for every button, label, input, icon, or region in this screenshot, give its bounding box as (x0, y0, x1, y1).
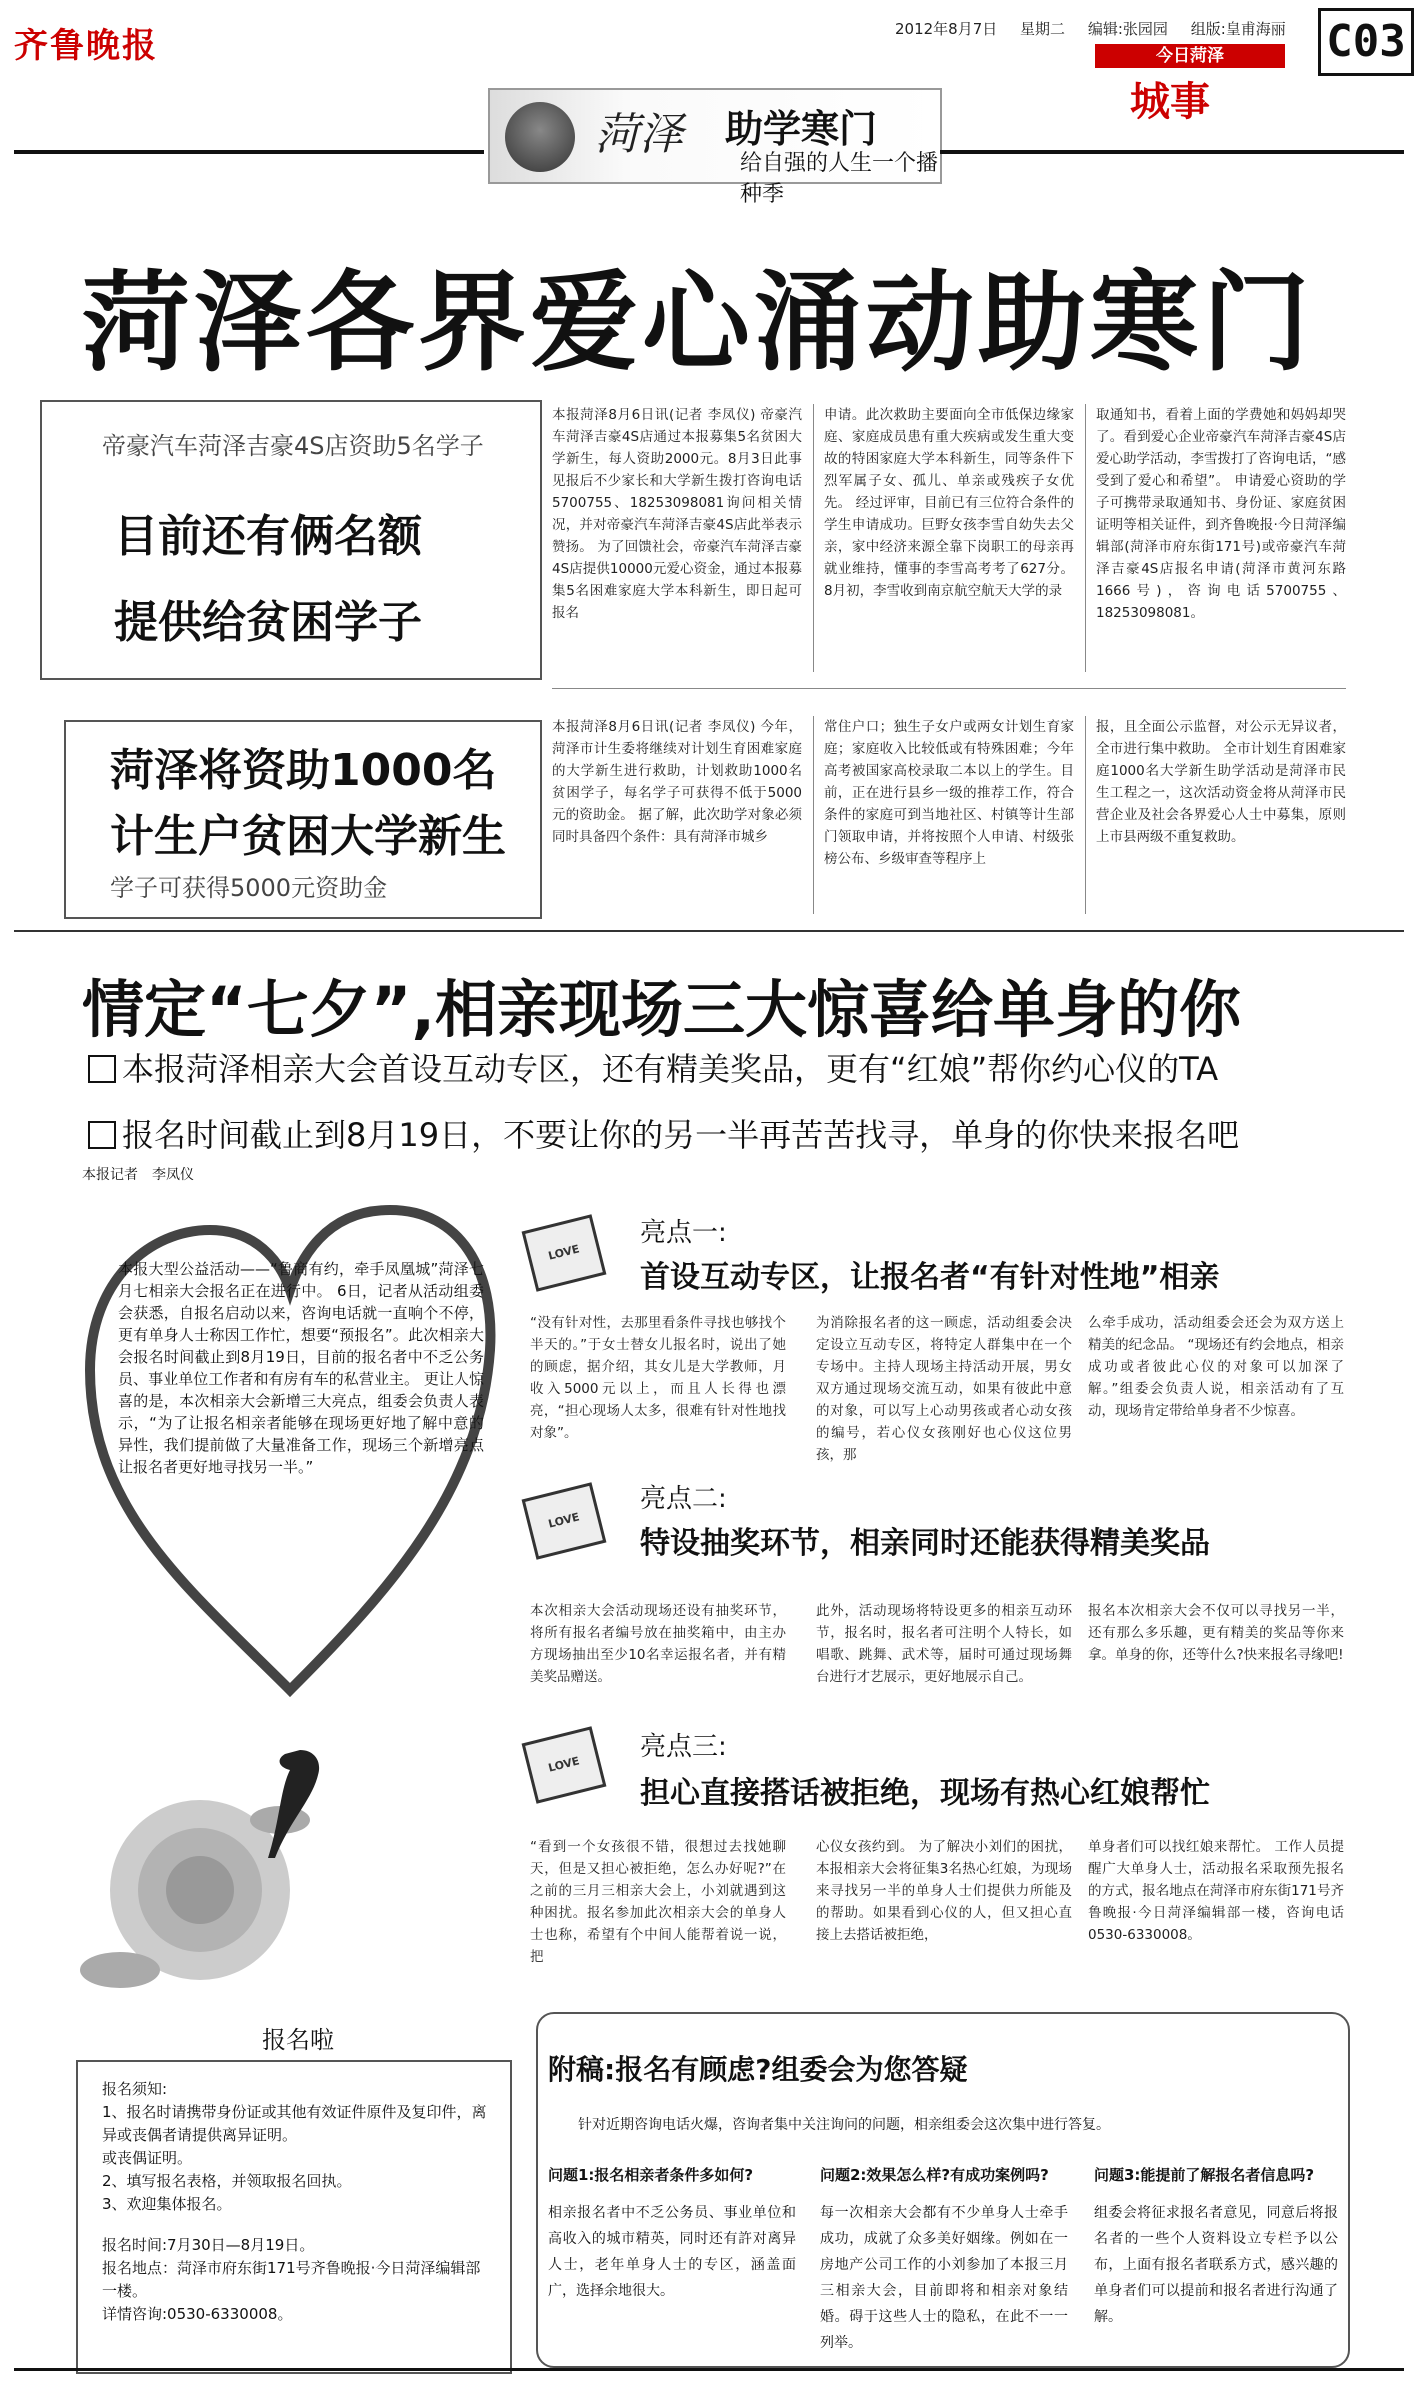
highlight3-column3: 单身者们可以找红娘来帮忙。 工作人员提醒广大单身人士，活动报名采取预先报名的方式，报名地点在菏泽市府东街171号齐鲁晚报·今日菏泽编辑部一楼，咨询电话0530-6330008。 (1088, 1839, 1344, 1943)
highlight2-title: 特设抽奖环节，相亲同时还能获得精美奖品 (640, 1526, 1210, 1561)
main-headline: 菏泽各界爱心涌动助寒门 (82, 261, 1315, 386)
signup-notes-title: 报名须知: (102, 2080, 168, 2098)
layout-credit: 组版:皇甫海丽 (1190, 20, 1286, 38)
highlight2-column1: 本次相亲大会活动现场还设有抽奖环节，将所有报名者编号放在抽奖箱中，由主办方现场抽出至少10名幸运报名者，并有精美奖品赠送。 (530, 1603, 786, 1685)
signup-note-1b: 或丧偶证明。 (102, 2149, 193, 2167)
appendix-intro: 针对近期咨询电话火爆，咨询者集中关注询问的问题，相亲组委会这次集中进行答复。 (578, 2117, 1110, 2133)
story2-kicker: 学子可获得5000元资助金 (110, 874, 388, 902)
top-rule-right (940, 150, 1404, 154)
section-name: 城事 (1130, 79, 1210, 125)
banner-title: 助学寒门 (725, 107, 878, 151)
story1-kicker: 帝豪汽车菏泽吉豪4S店资助5名学子 (102, 432, 484, 460)
highlight3-title: 担心直接搭话被拒绝，现场有热心红娘帮忙 (640, 1776, 1210, 1811)
issue-weekday: 星期二 (1020, 20, 1066, 38)
question-3: 问题3:能提前了解报名者信息吗? (1094, 2166, 1315, 2184)
section-divider (14, 930, 1404, 932)
highlight2-column2: 此外，活动现场将特设更多的相亲互动环节，报名时，报名者可注明个人特长，如唱歌、跳舞、武术等，届时可通过现场舞台进行才艺展示，更好地展示自己。 (816, 1603, 1072, 1685)
signup-phone: 详情咨询:0530-6330008。 (102, 2305, 293, 2323)
highlight1-column3: 么牵手成功，活动组委会还会为双方送上精美的纪念品。 “现场还有约会地点，相亲成功或者彼此心仪的对象可以加深了解。”组委会负责人说，相亲活动有了互动，现场肯定带给单身者不少惊喜。 (1088, 1315, 1344, 1419)
story1-title-box (40, 400, 542, 680)
highlight3-column1: “看到一个女孩很不错，很想过去找她聊天，但是又担心被拒绝，怎么办好呢?”在之前的三月三相亲大会上，小刘就遇到这种困扰。报名参加此次相亲大会的单身人士也称，希望有个中间人能帮着说一说，把 (530, 1839, 786, 1965)
story1-column1: 本报菏泽8月6日讯(记者 李凤仪) 帝豪汽车菏泽吉豪4S店通过本报募集5名贫困大学新生，每人资助2000元。8月3日此事见报后不少家长和大学新生拨打咨询电话5700755、18253098081询问相关情况，并对帝豪汽车菏泽吉豪4S店此举表示赞扬。 为了回馈社会，帝豪汽车菏泽吉豪4S店提供10000元爱心资金，通过本报募集5名困难家庭大学本科新生，即日起可报名 (552, 407, 802, 621)
answer-1: 相亲报名者中不乏公务员、事业单位和高收入的城市精英，同时还有許对离异人士，老年单身人士的专区，涵盖面广，选择余地很大。 (548, 2205, 796, 2299)
divider (813, 716, 814, 914)
checkbox-icon (88, 1121, 116, 1149)
signup-title: 报名啦 (262, 2026, 334, 2054)
story2-title-line1: 菏泽将资助1000名 (110, 745, 497, 796)
love-book-icon (522, 1482, 607, 1560)
divider (552, 688, 1346, 689)
story2-title-line2: 计生户贫困大学新生 (110, 811, 506, 862)
highlight2-label: 亮点二: (640, 1484, 727, 1514)
love-book-icon (522, 1726, 607, 1804)
issue-date: 2012年8月7日 (895, 20, 998, 38)
signup-box (76, 2060, 512, 2374)
sprout-icon (505, 102, 575, 172)
heart-article-text: 本报大型公益活动——“鲁商有约，牵手凤凰城”菏泽七月七相亲大会报名正在进行中。 6日，记者从活动组委会获悉，自报名启动以来，咨询电话就一直响个不停，更有单身人士称因工作忙，想要“预报名”。此次相亲大会报名时间截止到8月19日，目前的报名者中不乏公务员、事业单位工作者和有房有车的私营业主。 更让人惊喜的是，本次相亲大会新增三大亮点，组委会负责人表示，“为了让报名相亲者能够在现场更好地了解中意的异性，我们提前做了大量准备工作，现场三个新增亮点让报名者更好地寻找另一半。” (118, 1260, 484, 1476)
answer-2: 每一次相亲大会都有不少单身人士牵手成功，成就了众多美好姻缘。例如在一房地产公司工作的小刘参加了本报三月三相亲大会，目前即将和相亲对象结婚。碍于这些人士的隐私，在此不一一列举。 (820, 2205, 1068, 2351)
bird-silhouette-icon (240, 1740, 330, 1860)
checkbox-icon (88, 1055, 116, 1083)
signup-place: 报名地点：菏泽市府东街171号齐鲁晚报·今日菏泽编辑部一楼。 (102, 2259, 481, 2300)
story2-title-box (64, 720, 542, 919)
divider (813, 404, 814, 672)
highlight1-column1: “没有针对性，去那里看条件寻找也够找个半天的。”于女士替女儿报名时，说出了她的顾虑，据介绍，其女儿是大学教师，月收入5000元以上，而且人长得也漂亮，“担心现场人太多，很难有针对性地找对象”。 (530, 1315, 786, 1441)
highlight2-column3: 报名本次相亲大会不仅可以寻找另一半，还有那么多乐趣，更有精美的奖品等你来拿。单身的你，还等什么?快来报名寻缘吧! (1088, 1603, 1344, 1663)
dateline (895, 18, 1304, 39)
story2-column1: 本报菏泽8月6日讯(记者 李凤仪) 今年，菏泽市计生委将继续对计划生育困难家庭的大学新生进行救助，计划救助1000名贫困学子，每名学子可获得不低于5000元的资助金。 据了解，此次助学对象必须同时具备四个条件：具有菏泽市城乡 (552, 719, 802, 845)
editor-credit: 编辑:张园园 (1087, 20, 1168, 38)
deck-line2 (88, 1110, 1239, 1156)
story1-title-line2: 提供给贫困学子 (114, 597, 422, 648)
story2-column2: 常住户口；独生子女户或两女计划生育家庭；家庭收入比较低或有特殊困难；今年高考被国家高校录取二本以上的学生。目前，正在进行县乡一级的推荐工作，符合条件的家庭可到当地社区、村镇等计生部门领取申请，并将按照个人申请、村级张榜公布、乡级审查等程序上 (824, 719, 1074, 867)
newspaper-logo: 齐鲁晚报 (14, 26, 158, 66)
deck2-text: 报名时间截止到8月19日，不要让你的另一半再苦苦找寻，单身的你快来报名吧 (122, 1116, 1240, 1154)
deck1-text: 本报菏泽相亲大会首设互动专区，还有精美奖品，更有“红娘”帮你约心仪的TA (122, 1050, 1219, 1088)
question-1: 问题1:报名相亲者条件多如何? (548, 2166, 754, 2184)
bottom-rule (14, 2368, 1404, 2371)
signup-note-2: 2、填写报名表格，并领取报名回执。 (102, 2172, 352, 2190)
story2-column3: 报，且全面公示监督，对公示无异议者，全市进行集中救助。 全市计划生育困难家庭1000名大学新生助学活动是菏泽市民生工程之一，这次活动资金将从菏泽市民营企业及社会各界爱心人士中募集，原则上市县两级不重复救助。 (1096, 719, 1346, 845)
column-banner (488, 88, 942, 207)
highlight1-column2: 为消除报名者的这一顾虑，活动组委会决定设立互动专区，将特定人群集中在一个专场中。主持人现场主持活动开展，男女双方通过现场交流互动，如果有彼此中意的对象，可以写上心动男孩或者心动女孩的编号，若心仪女孩刚好也心仪这位男孩，那 (816, 1315, 1072, 1463)
dating-headline: 情定“七夕”,相亲现场三大惊喜给单身的你 (82, 973, 1242, 1046)
highlight1-title: 首设互动专区，让报名者“有针对性地”相亲 (640, 1260, 1220, 1295)
top-rule-left (14, 150, 484, 154)
banner-subtitle: 给自强的人生一个播种季 (740, 151, 939, 207)
signup-note-1: 1、报名时请携带身份证或其他有效证件原件及复印件，离异或丧偶者请提供离异证明。 (102, 2103, 487, 2144)
signup-time: 报名时间:7月30日—8月19日。 (102, 2236, 315, 2254)
section-tag: 今日菏泽 (1095, 44, 1285, 68)
divider (1085, 716, 1086, 914)
highlight3-column2: 心仪女孩约到。 为了解决小刘们的困扰，本报相亲大会将征集3名热心红娘，为现场来寻找另一半的单身人士们提供力所能及的帮助。如果看到心仪的人，但又担心直接上去搭话被拒绝， (816, 1839, 1072, 1943)
appendix-title: 附稿:报名有顾虑?组委会为您答疑 (548, 2053, 968, 2086)
banner-brand: 菏泽 (595, 109, 683, 160)
highlight3-label: 亮点三: (640, 1732, 727, 1762)
appendix-box (536, 2012, 1350, 2368)
highlight1-label: 亮点一: (640, 1218, 727, 1248)
signup-note-3: 3、欢迎集体报名。 (102, 2195, 232, 2213)
byline: 本报记者 李凤仪 (82, 1167, 194, 1183)
love-book-icon (522, 1214, 607, 1292)
deck-line1 (88, 1044, 1218, 1090)
story1-title-line1: 目前还有俩名额 (114, 511, 422, 562)
question-2: 问题2:效果怎么样?有成功案例吗? (820, 2166, 1049, 2184)
story1-column3: 取通知书，看着上面的学费她和妈妈却哭了。看到爱心企业帝豪汽车菏泽吉豪4S店爱心助学活动，李雪拨打了咨询电话，“感受到了爱心和希望”。 申请爱心资助的学子可携带录取通知书、身份证、家庭贫困证明等相关证件，到齐鲁晚报·今日菏泽编辑部(菏泽市府东街171号)或帝豪汽车菏泽吉豪4S店报名申请(菏泽市黄河东路1666号)，咨询电话5700755、18253098081。 (1096, 407, 1346, 621)
answer-3: 组委会将征求报名者意见，同意后将报名者的一些个人资料设立专栏予以公布，上面有报名者联系方式，感兴趣的单身者们可以提前和报名者进行沟通了解。 (1094, 2205, 1338, 2325)
story1-column2: 申请。此次救助主要面向全市低保边缘家庭、家庭成员患有重大疾病或发生重大变故的特困家庭大学本科新生，同等条件下烈军属子女、孤儿、单亲或残疾子女优先。 经过评审，目前已有三位符合条件的学生申请成功。巨野女孩李雪自幼失去父亲，家中经济来源全靠下岗职工的母亲再就业维持，懂事的李雪高考考了627分。8月初，李雪收到南京航空航天大学的录 (824, 407, 1074, 599)
page-number: C03 (1318, 8, 1414, 76)
divider (1085, 404, 1086, 672)
